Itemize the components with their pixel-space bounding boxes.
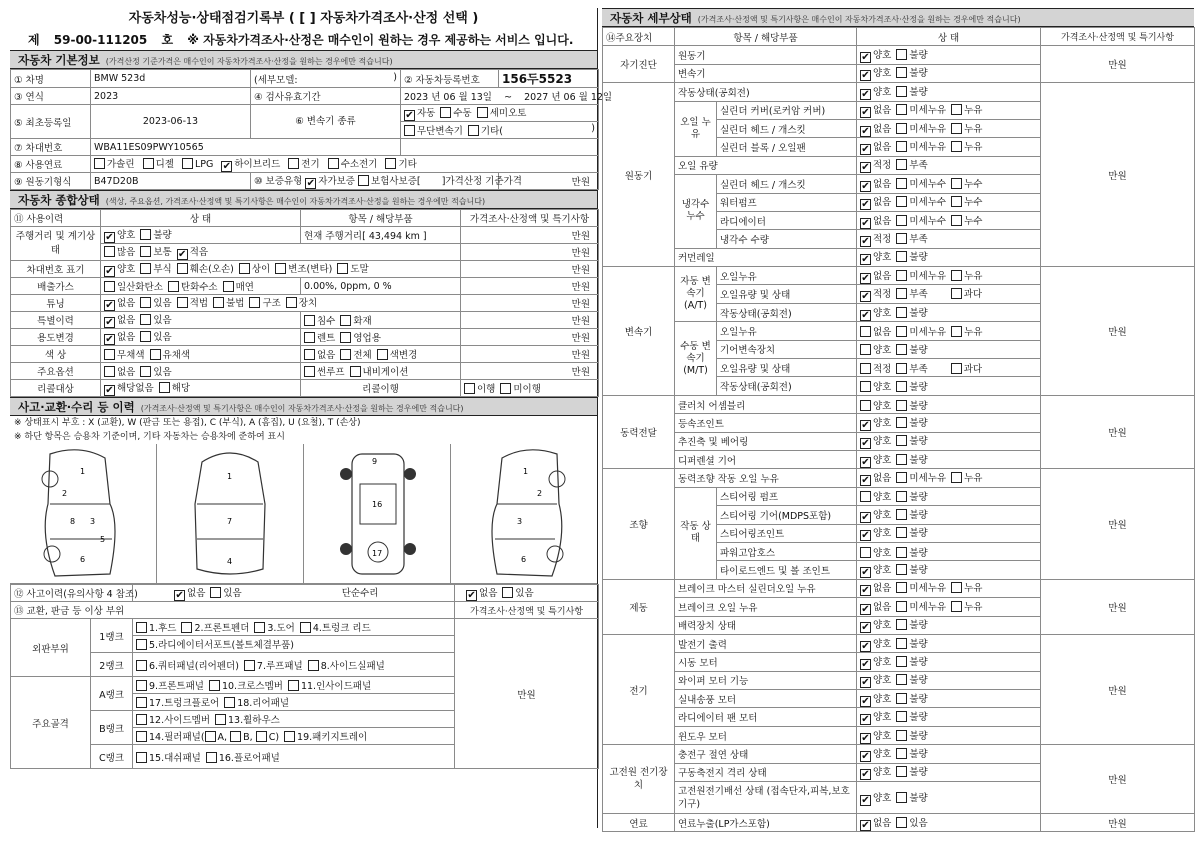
overall-status-table: ⑪ 사용이력 상 태 항목 / 해당부품 가격조사·산정액 및 특기사항 주행거리 및 계기상태 ✔ 양호 불량 현재 주행거리[ 43,494 km ] 만원 많음 보통 ✔ 적음 만원 차대번호 표기 ✔ 양호 부식 훼손(오손) 상이 변조(변타) 도말 만원 배출가스 일산화탄소 탄화수소 매연 0.00%, 0ppm, 0 % 만원 튜닝 ✔ 없음 있음 적법 불법 구조 장치 만원 특별이력 ✔ 없음 있음 침수 화재 만원 용도변경 ✔ 없음 있음 렌트 영업용 만원 색 상 무채색 유채색 없음 전체 색변경 만원 주요옵션 없음 있음 썬루프 내비게이션 만원 리콜대상 ✔ 해당없음 해당 리콜이행 이행 미이행 [10, 209, 599, 397]
basic-info-header: 자동차 기본정보 (가격산정 기준가격은 매수인이 자동차가격조사·산정을 원하는 경우에만 적습니다) [10, 50, 597, 69]
svg-text:1: 1 [80, 467, 86, 476]
left-column: 자동차성능·상태점검기록부 ( [ ] 자동차가격조사·산정 선택 ) 제 59-00-111205 호 ※ 자동차가격조사·산정은 매수인이 원하는 경우 제공하는 서비스 입니다. 자동차 기본정보 (가격산정 기준가격은 매수인이 자동차가격조사·산정을 원하는 경우에만 적습니다) ① 차명 BMW 523d (세부모델: ) ② 자동차등록번호 156두5523 ③ 연식 2023 ④ 검사유효기간 2023 년 06 월 13일 ~ 2027 년 06 월 12일 ⑤ 최초등록일 2023-06-13 ⑥ 변속기 종류 ✔ 자동 수동 세미오토 무단변속기 기타( ) ⑦ 차대번호 WBA11ES09PWY10565 ⑧ 사용연료 가솔린 디젤 LPG ✔ 하이브리드 전기 수소전기 기타 ⑨ 원동기형식 B47D20B ⑩ 보증유형 ✔ 자가보증 보험사보증[ ]가격산정 기준가격 만원 자동차 종합상태 (색상, 주요옵션, 가격조사·산정액 및 특기사항은 매수인이 자동차가격조사·산정을 원하는 경우에만 적습니다) ⑪ 사용이력 상 태 항목 / 해당부품 가격조사·산정액 및 특기사항 주행거리 및 계기상태 ✔ 양호 불량 현재 주행거리[ 43,494 km ] 만원 많음 보통 ✔ 적음 만원 차대번호 표기 ✔ 양호 부식 훼손(오손) 상이 변조(변타) 도말 만원 배출가스 일산화탄소 탄화수소 매연 0.00%, 0ppm, 0 % 만원 튜닝 ✔ 없음 있음 적법 불법 구조 장치 만원 특별이력 ✔ 없음 있음 침수 화재 만원 용도변경 ✔ 없음 있음 렌트 영업용 만원 색 상 무채색 유채색 없음 전체 색변경 만원 주요옵션 없음 있음 썬루프 내비게이션 만원 리콜대상 ✔ 해당없음 해당 리콜이행 이행 미이행 사고·교환·수리 등 이력 (가격조사·산정액 및 특기사항은 매수인이 자동차가격조사·산정을 원하는 경우에만 적습니다) ※ 상태표시 부호 : X (교환), W (판금 또는 용접), C (부식), A (흠집), U (요철), T (손상) ※ 하단 항목은 승용차 기준이며, 기타 자동차는 승용차에 준하여 표시 1 2 3 8 6 5 1 7 4 16 17 9 1 2 3 6 ⑫ 사고이력(유의사항 4 참조) ✔ 없음 있음 단순수리 ✔ 없음 있음 ⑬ 교환, 판금 등 이상 부위 가격조사·산정액 및 특기사항 외판부위 1랭크 1.후드 2.프론트펜더 3.도어 4.트렁크 리드 만원 5.라디에이터서포트(볼트체결부품) 2랭크 6.쿼터패널(리어펜더) 7.루프패널 8.사이드실패널 주요골격 A랭크 9.프론트패널 10.크로스멤버 11.인사이드패널 17.트렁크플로어 18.리어패널 B랭크 12.사이드멤버 13.휠하우스 14.필러패널( A, B, C) 19.패키지트레이 C랭크 15.대쉬패널 16.플로어패널 [10, 8, 598, 828]
page-title: 자동차성능·상태점검기록부 ( [ ] 자동차가격조사·산정 선택 ) [128, 11, 479, 26]
car-frame-diagram [304, 444, 451, 583]
car-diagram [10, 444, 597, 584]
accident-history-header: 사고·교환·수리 등 이력 (가격조사·산정액 및 특기사항은 매수인이 자동차가격조사·산정을 원하는 경우에만 적습니다) [10, 397, 597, 416]
accident-table: ⑫ 사고이력(유의사항 4 참조) ✔ 없음 있음 단순수리 ✔ 없음 있음 ⑬ 교환, 판금 등 이상 부위 가격조사·산정액 및 특기사항 외판부위 1랭크 1.후드 2.프론트펜더 3.도어 4.트렁크 리드 만원 5.라디에이터서포트(볼트체결부품) 2랭크 6.쿼터패널(리어펜더) 7.루프패널 8.사이드실패널 주요골격 A랭크 9.프론트패널 10.크로스멤버 11.인사이드패널 17.트렁크플로어 18.리어패널 B랭크 12.사이드멤버 13.휠하우스 14.필러패널( A, B, C) 19.패키지트레이 C랭크 15.대쉬패널 16.플로어패널 [10, 584, 599, 769]
service-note: ※ 자동차가격조사·산정은 매수인이 원하는 경우 제공하는 서비스 입니다. [187, 33, 574, 47]
svg-text:4: 4 [227, 557, 233, 566]
svg-text:3: 3 [517, 517, 523, 526]
svg-text:2: 2 [537, 489, 543, 498]
vin-number: WBA11ES09PWY10565 [91, 139, 401, 156]
overall-status-header: 자동차 종합상태 (색상, 주요옵션, 가격조사·산정액 및 특기사항은 매수인이 자동차가격조사·산정을 원하는 경우에만 적습니다) [10, 190, 597, 209]
car-name: BMW 523d [91, 70, 251, 88]
mileage-value: 43,494 km [368, 231, 420, 242]
detail-status-table: ⑭주요장치 항목 / 해당부품 상 태 가격조사·산정액 및 특기사항 자기진단 원동기 ✔ 양호 불량 만원 변속기 ✔ 양호 불량 원동기 작동상태(공회전) ✔ 양호 불량 만원 오일 누유 실린더 커버(로커암 커버) ✔ 없음 미세누유 누유 실린더 헤드 / 개스킷 ✔ 없음 미세누유 누유 실린더 블록 / 오일팬 ✔ 없음 미세누유 누유 오일 유량 ✔ 적정 부족 냉각수 누수 실린더 헤드 / 개스킷 ✔ 없음 미세누수 누수 워터펌프 ✔ 없음 미세누수 누수 라디에이터 ✔ 없음 미세누수 누수 냉각수 수량 ✔ 적정 부족 커먼레일 ✔ 양호 불량 변속기 자동 변속기 (A/T) 오일누유 ✔ 없음 미세누유 누유 만원 오일유량 및 상태 ✔ 적정 부족 과다 작동상태(공회전) ✔ 양호 불량 수동 변속기 (M/T) 오일누유 없음 미세누유 누유 기어변속장치 양호 불량 오일유량 및 상태 적정 부족 과다 작동상태(공회전) 양호 불량 동력전달 클러치 어셈블리 양호 불량 만원 등속조인트 ✔ 양호 불량 추진축 및 베어링 ✔ 양호 불량 디퍼렌셜 기어 ✔ 양호 불량 조향 동력조향 작동 오일 누유 ✔ 없음 미세누유 누유 만원 작동 상태 스티어링 펌프 양호 불량 스티어링 기어(MDPS포함) ✔ 양호 불량 스티어링조인트 ✔ 양호 불량 파워고압호스 양호 불량 타이로드엔드 및 볼 조인트 ✔ 양호 불량 제동 브레이크 마스터 실린더오일 누유 ✔ 없음 미세누유 누유 만원 브레이크 오일 누유 ✔ 없음 미세누유 누유 배력장치 상태 ✔ 양호 불량 전기 발전기 출력 ✔ 양호 불량 만원 시동 모터 ✔ 양호 불량 와이퍼 모터 기능 ✔ 양호 불량 실내송풍 모터 ✔ 양호 불량 라디에이터 팬 모터 ✔ 양호 불량 윈도우 모터 ✔ 양호 불량 고전원 전기장치 충전구 절연 상태 ✔ 양호 불량 만원 구동축전지 격리 상태 ✔ 양호 불량 고전원전기배선 상태 (접속단자,피복,보호기구) ✔ 양호 불량 연료 연료누출(LP가스포함) ✔ 없음 있음 만원 [602, 27, 1195, 832]
model-year: 2023 [91, 88, 251, 105]
svg-text:3: 3 [90, 517, 96, 526]
document-number-line: 제 59-00-111205 호 ※ 자동차가격조사·산정은 매수인이 원하는 경우 제공하는 서비스 입니다. [28, 33, 574, 47]
inspection-record [10, 8, 1194, 831]
car-side-right-diagram [451, 444, 597, 583]
svg-text:7: 7 [227, 517, 233, 526]
svg-text:17: 17 [372, 549, 383, 558]
detail-status-header: 자동차 세부상태 (가격조사·산정액 및 특기사항은 매수인이 자동차가격조사·산정을 원하는 경우에만 적습니다) [602, 8, 1194, 27]
car-side-left-diagram [10, 444, 157, 583]
basic-info-table: ① 차명 BMW 523d (세부모델: ) ② 자동차등록번호 156두5523 ③ 연식 2023 ④ 검사유효기간 2023 년 06 월 13일 ~ 2027 년 06 월 12일 ⑤ 최초등록일 2023-06-13 ⑥ 변속기 종류 ✔ 자동 수동 세미오토 무단변속기 기타( ) ⑦ 차대번호 WBA11ES09PWY10565 ⑧ 사용연료 가솔린 디젤 LPG ✔ 하이브리드 전기 수소전기 기타 ⑨ 원동기형식 B47D20B ⑩ 보증유형 ✔ 자가보증 보험사보증[ ]가격산정 기준가격 만원 [10, 69, 599, 190]
svg-text:2: 2 [62, 489, 68, 498]
registration-number: 156두5523 [499, 70, 599, 88]
document-number: 59-00-111205 [53, 33, 148, 47]
svg-text:9: 9 [372, 457, 378, 466]
svg-text:1: 1 [523, 467, 529, 476]
svg-text:6: 6 [80, 555, 86, 564]
svg-text:6: 6 [521, 555, 527, 564]
svg-text:8: 8 [70, 517, 76, 526]
right-column [602, 8, 1194, 831]
svg-text:5: 5 [100, 535, 106, 544]
engine-type: B47D20B [91, 173, 251, 190]
car-top-front-diagram [157, 444, 304, 583]
first-registration-date: 2023-06-13 [91, 105, 251, 139]
emission-values: 0.00%, 0ppm, 0 % [301, 278, 461, 295]
svg-text:1: 1 [227, 472, 233, 481]
svg-text:16: 16 [372, 500, 383, 509]
